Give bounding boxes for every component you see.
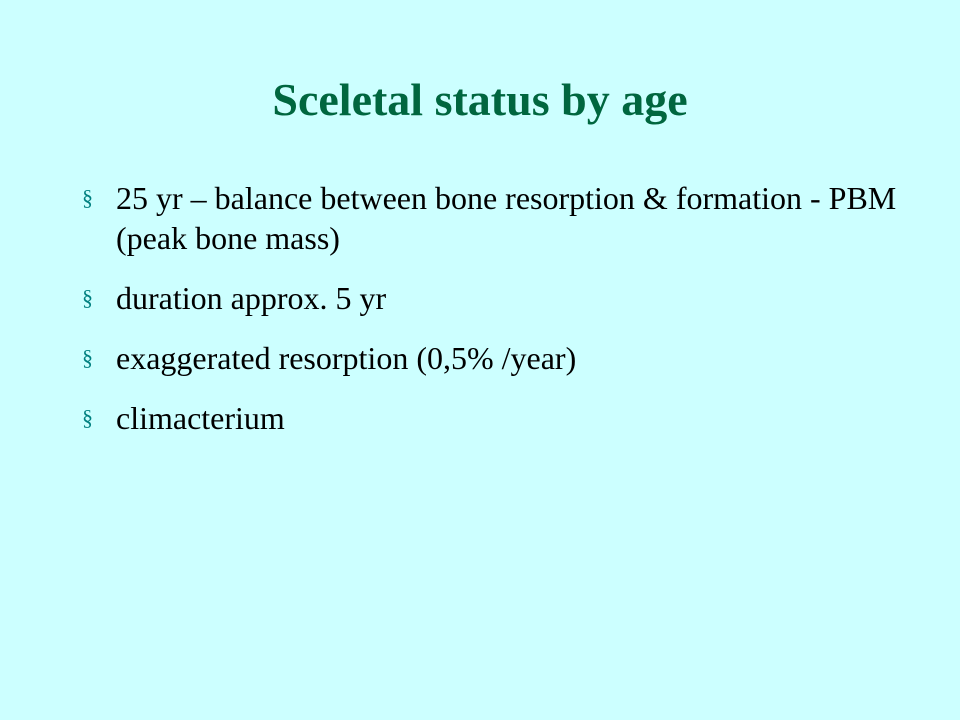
bullet-marker-icon: § xyxy=(82,405,93,430)
list-item xyxy=(82,398,902,438)
bullet-text: exaggerated resorption (0,5% /year) xyxy=(116,340,577,376)
bullet-marker-icon: § xyxy=(82,285,93,310)
bullet-marker-icon: § xyxy=(82,185,93,210)
list-item xyxy=(82,278,902,318)
bullet-text: duration approx. 5 yr xyxy=(116,280,387,316)
list-item xyxy=(82,338,902,378)
bullet-text: climacterium xyxy=(116,400,285,436)
list-item xyxy=(82,178,902,258)
bullet-list xyxy=(82,178,902,458)
bullet-text: 25 yr – balance between bone resorption & formation - PBM (peak bone mass) xyxy=(116,180,897,256)
slide-title: Sceletal status by age xyxy=(272,74,688,125)
bullet-marker-icon: § xyxy=(82,345,93,370)
